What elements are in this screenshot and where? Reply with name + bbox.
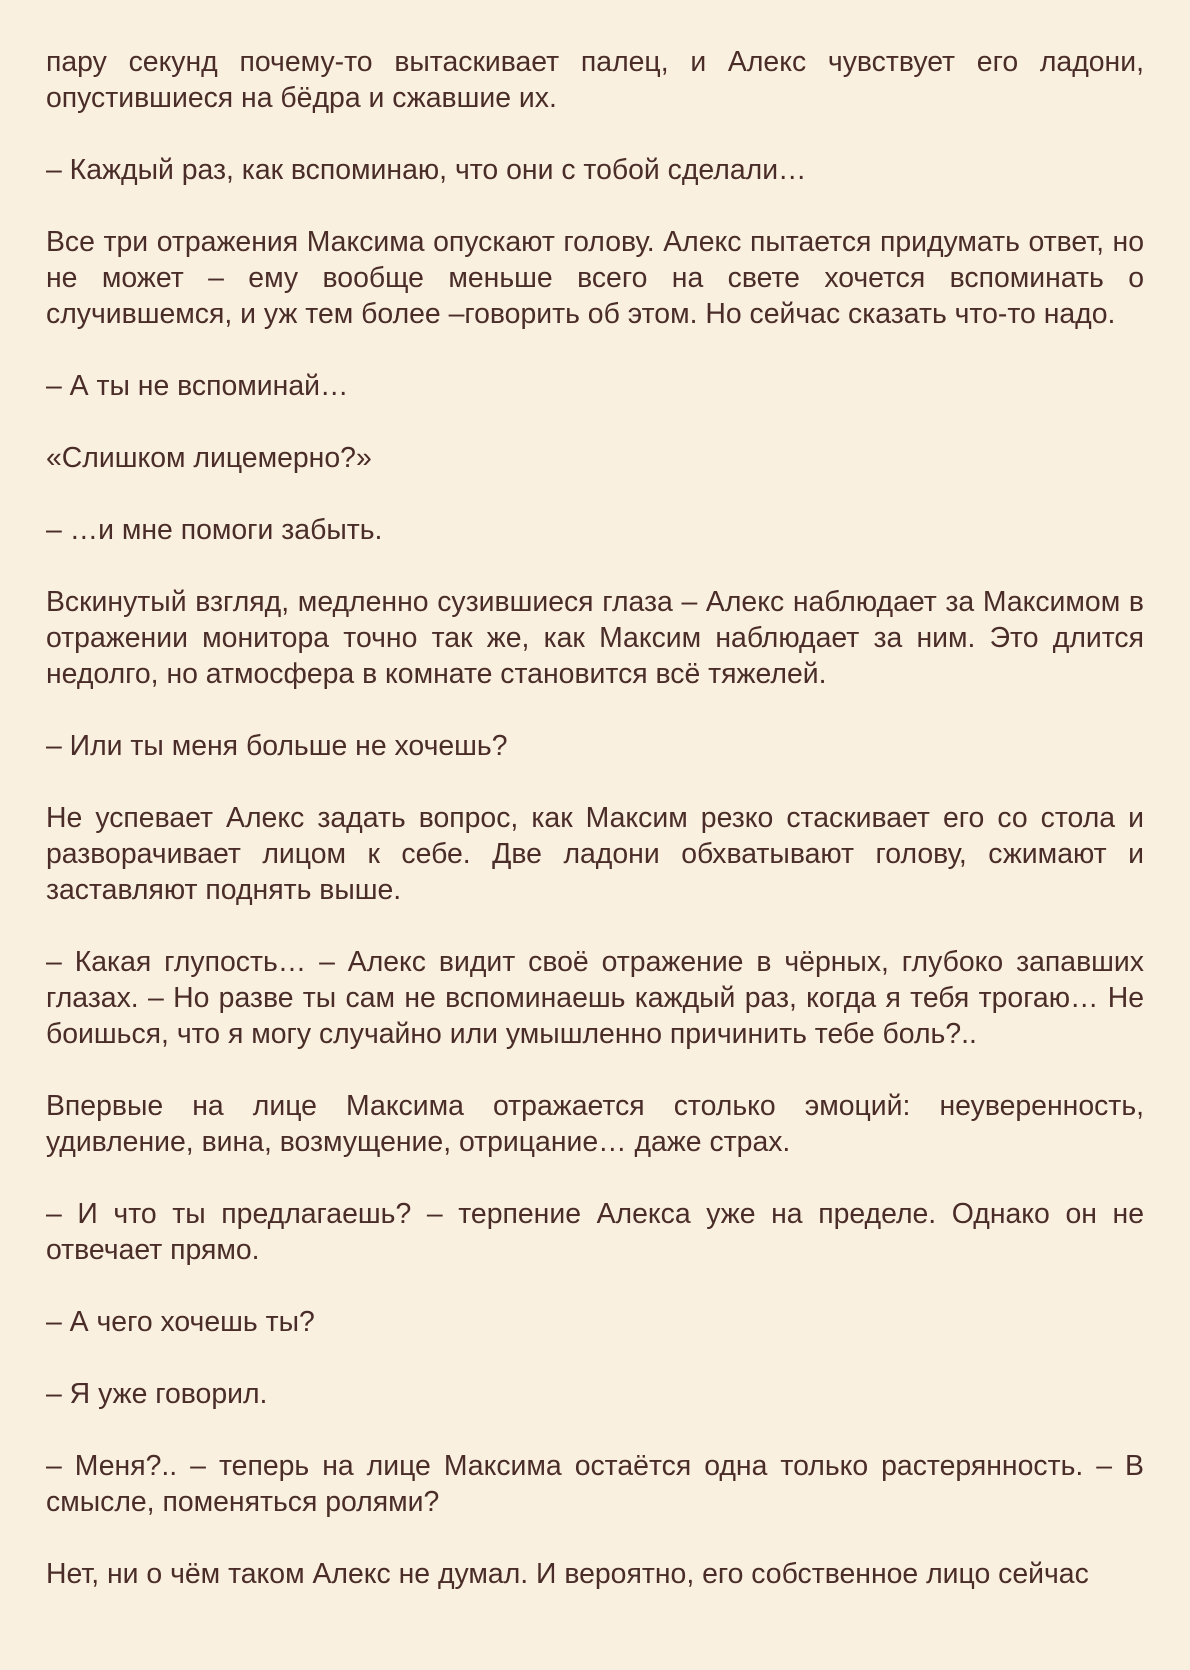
paragraph: – Или ты меня больше не хочешь?: [46, 730, 508, 762]
paragraph: Нет, ни о чём таком Алекс не думал. И вероятно, его собственное лицо сейчас: [46, 1558, 1089, 1590]
paragraph: – …и мне помоги забыть.: [46, 514, 383, 546]
paragraph: «Слишком лицемерно?»: [46, 442, 372, 474]
paragraph: Не успевает Алекс задать вопрос, как Максим резко стаскивает его со стола и разворачивает лицом к себе. Две ладони обхватывают голову, сжимают и заставляют поднять выше.: [46, 802, 1144, 906]
paragraph: Вскинутый взгляд, медленно сузившиеся глаза – Алекс наблюдает за Максимом в отражении монитора точно так же, как Максим наблюдает за ним. Это длится недолго, но атмосфера в комнате становится всё тяжелей.: [46, 586, 1144, 690]
paragraph: Впервые на лице Максима отражается столько эмоций: неуверенность, удивление, вина, возмущение, отрицание… даже страх.: [46, 1090, 1144, 1158]
paragraph: Все три отражения Максима опускают голову. Алекс пытается придумать ответ, но не может – ему вообще меньше всего на свете хочется вспоминать о случившемся, и уж тем более –говорить об этом. Но сейчас сказать что-то надо.: [46, 226, 1144, 330]
paragraph: – Каждый раз, как вспоминаю, что они с тобой сделали…: [46, 154, 807, 186]
paragraph: – А ты не вспоминай…: [46, 370, 349, 402]
paragraph: – Какая глупость… – Алекс видит своё отражение в чёрных, глубоко запавших глазах. – Но разве ты сам не вспоминаешь каждый раз, когда я тебя трогаю… Не боишься, что я могу случайно или умышленно причинить тебе боль?..: [46, 946, 1144, 1050]
paragraph: – А чего хочешь ты?: [46, 1306, 315, 1338]
paragraph: – Я уже говорил.: [46, 1378, 268, 1410]
paragraph: – Меня?.. – теперь на лице Максима остаётся одна только растерянность. – В смысле, поменяться ролями?: [46, 1450, 1144, 1518]
paragraph: – И что ты предлагаешь? – терпение Алекса уже на пределе. Однако он не отвечает прямо.: [46, 1198, 1144, 1266]
paragraph: пару секунд почему-то вытаскивает палец, и Алекс чувствует его ладони, опустившиеся на бёдра и сжавшие их.: [46, 46, 1144, 114]
